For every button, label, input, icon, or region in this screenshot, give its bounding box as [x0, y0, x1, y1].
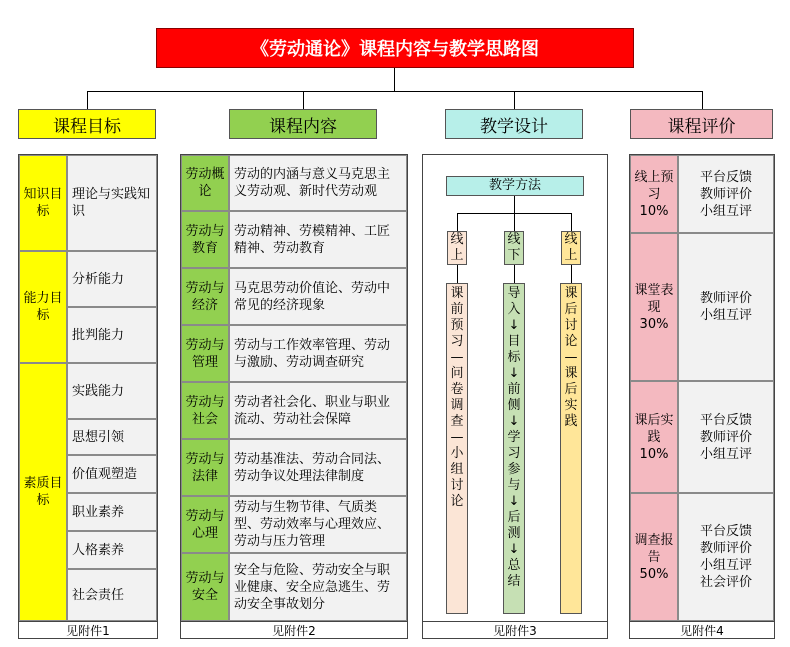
goals-footer: 见附件1 — [19, 621, 157, 638]
evaluation-name: 课堂表现 — [634, 282, 674, 315]
channel-connector-2 — [514, 265, 515, 283]
header-content: 课程内容 — [229, 109, 377, 139]
method-connector-down — [514, 196, 515, 213]
content-category: 劳动与安全 — [181, 553, 229, 621]
evaluation-method: 平台反馈 — [699, 412, 752, 428]
goal-item: 思想引领 — [67, 419, 157, 455]
evaluation-footer: 见附件4 — [630, 621, 774, 638]
channel-connector-1 — [457, 265, 458, 283]
evaluation-method: 教师评价 — [699, 541, 752, 556]
connector-evaluation — [702, 91, 703, 109]
goal-item: 批判能力 — [67, 307, 157, 363]
evaluation-method: 平台反馈 — [699, 524, 752, 539]
goal-item: 社会责任 — [67, 569, 157, 621]
evaluation-percent: 50% — [639, 566, 669, 582]
teaching-method-box: 教学方法 — [446, 176, 584, 196]
evaluation-item — [630, 381, 678, 493]
channel-offline: 线下 — [504, 231, 524, 265]
content-footer: 见附件2 — [181, 621, 407, 638]
evaluation-percent: 10% — [639, 446, 669, 462]
evaluation-methods — [678, 381, 774, 493]
content-category: 劳动与管理 — [181, 325, 229, 382]
content-text: 劳动基准法、劳动合同法、劳动争议处理法律制度 — [229, 439, 407, 496]
evaluation-percent: 10% — [639, 203, 669, 219]
goal-item: 实践能力 — [67, 363, 157, 419]
goal-item: 分析能力 — [67, 251, 157, 307]
content-category: 劳动与教育 — [181, 211, 229, 268]
header-goals: 课程目标 — [18, 109, 156, 139]
evaluation-method: 教师评价 — [699, 291, 752, 306]
content-text: 马克思劳动价值论、劳动中常见的经济现象 — [229, 268, 407, 325]
goal-item: 理论与实践知识 — [67, 155, 157, 251]
evaluation-methods — [678, 233, 774, 381]
channel-connector-3 — [571, 265, 572, 283]
content-category: 劳动与心理 — [181, 496, 229, 553]
method-connector-2 — [514, 213, 515, 231]
goal-group-ability: 能力目标 — [19, 251, 67, 363]
header-evaluation: 课程评价 — [630, 109, 773, 139]
method-connector-1 — [457, 213, 458, 231]
evaluation-method: 教师评价 — [699, 186, 752, 202]
connector-goals — [87, 91, 88, 109]
evaluation-panel — [629, 154, 775, 639]
content-text: 劳动的内涵与意义马克思主义劳动观、新时代劳动观 — [229, 155, 407, 211]
goals-panel — [18, 154, 158, 639]
diagram-title: 《劳动通论》课程内容与教学思路图 — [156, 28, 634, 68]
content-text: 劳动与工作效率管理、劳动与激励、劳动调查研究 — [229, 325, 407, 382]
evaluation-methods — [678, 155, 774, 233]
evaluation-item — [630, 155, 678, 233]
goal-group-quality: 素质目标 — [19, 363, 67, 621]
in-class-steps: 导入↓目标↓前侧↓学习参与↓后测↓总结 — [503, 283, 525, 614]
connector-title-down — [394, 68, 395, 91]
evaluation-name: 课后实践 — [634, 412, 674, 445]
design-footer: 见附件3 — [423, 621, 607, 638]
content-category: 劳动与社会 — [181, 382, 229, 439]
content-panel — [180, 154, 408, 639]
connector-content — [303, 91, 304, 109]
goal-group-knowledge: 知识目标 — [19, 155, 67, 251]
evaluation-method: 平台反馈 — [699, 169, 752, 185]
content-text: 劳动与生物节律、气质类型、劳动效率与心理效应、劳动与压力管理 — [229, 496, 407, 553]
evaluation-percent: 30% — [639, 316, 669, 332]
channel-online-post: 线上 — [561, 231, 581, 265]
content-category: 劳动与经济 — [181, 268, 229, 325]
content-text: 劳动精神、劳模精神、工匠精神、劳动教育 — [229, 211, 407, 268]
content-text: 劳动者社会化、职业与职业流动、劳动社会保障 — [229, 382, 407, 439]
content-text: 安全与危险、劳动安全与职业健康、安全应急逃生、劳动安全事故划分 — [229, 553, 407, 621]
pre-class-steps: 课前预习—问卷调查—小组讨论 — [446, 283, 468, 614]
goal-item: 价值观塑造 — [67, 455, 157, 493]
connector-design — [514, 91, 515, 109]
evaluation-methods — [678, 493, 774, 621]
evaluation-name: 调查报告 — [634, 532, 674, 565]
evaluation-method: 社会评价 — [699, 575, 752, 590]
header-design: 教学设计 — [445, 109, 583, 139]
channel-online-pre: 线上 — [447, 231, 467, 265]
goal-item: 职业素养 — [67, 493, 157, 531]
evaluation-method: 教师评价 — [699, 429, 752, 445]
evaluation-item — [630, 233, 678, 381]
evaluation-name: 线上预习 — [634, 169, 674, 202]
connector-horizontal — [87, 91, 703, 92]
evaluation-method: 小组互评 — [699, 558, 752, 573]
evaluation-method: 小组互评 — [699, 446, 752, 462]
evaluation-method: 小组互评 — [699, 203, 752, 219]
post-class-steps: 课后讨论—课后实践 — [560, 283, 582, 614]
goal-item: 人格素养 — [67, 531, 157, 569]
content-category: 劳动与法律 — [181, 439, 229, 496]
evaluation-item — [630, 493, 678, 621]
evaluation-method: 小组互评 — [699, 308, 752, 323]
method-connector-3 — [571, 213, 572, 231]
content-category: 劳动概论 — [181, 155, 229, 211]
